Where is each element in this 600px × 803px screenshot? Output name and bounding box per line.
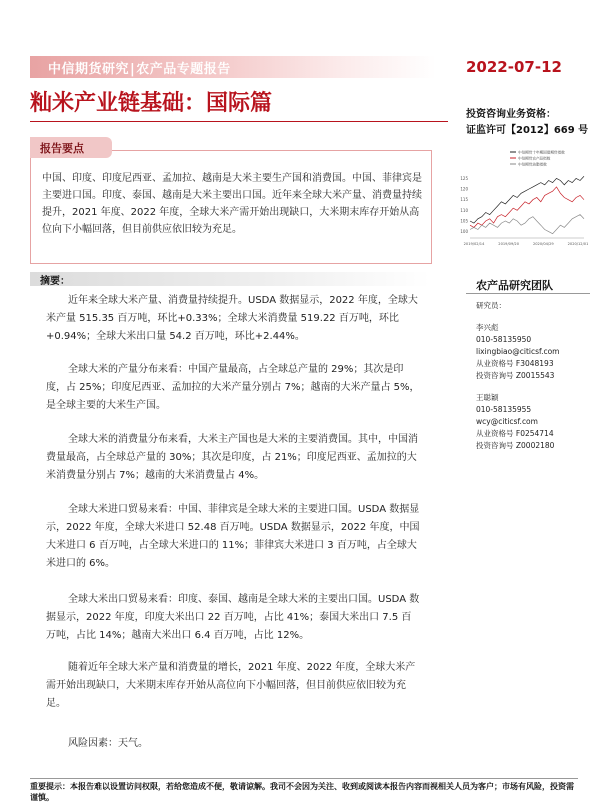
summary-label: 摘要： [40, 276, 70, 287]
y-tick-label: 100 [460, 229, 468, 235]
legend-entry: 中信期货十年期国债期货指数 [518, 150, 565, 155]
member-license: 投资咨询号 Z0002180 [476, 441, 555, 450]
org-name: 中信期货研究 [48, 62, 130, 77]
y-tick-label: 110 [460, 207, 468, 213]
summary-paragraph-5: 全球大米出口贸易来看：印度、泰国、越南是全球大米的主要出口国。USDA 数据显示，2022 年度，印度大米出口 22 百万吨，占比 41%；泰国大米出口 7.5 百万吨，占比 14%；越南大米出口 6.4 百万吨，占比 12%。 [46, 594, 420, 641]
member-name: 李兴彪 [476, 323, 499, 332]
member-phone: 010-58135950 [476, 335, 532, 344]
y-tick-label: 115 [460, 197, 468, 203]
x-tick-label: 2020/04/29 [532, 242, 554, 246]
page-title: 籼米产业链基础：国际篇 [30, 91, 273, 116]
title-divider [30, 121, 448, 122]
key-points-tab [30, 137, 112, 158]
summary-paragraph-2: 全球大米的产量分布来看：中国产量最高，占全球总产量的 29%；其次是印度，占 25%；印度尼西亚、孟加拉的大米产量分别占 7%；越南的大米产量占 5%，是全球主要的大米生产国。 [46, 364, 420, 411]
summary-bar [30, 272, 430, 286]
y-tick-label: 105 [460, 218, 468, 224]
report-type: 农产品专题报告 [136, 62, 231, 77]
qualification-line-1: 投资咨询业务资格： [466, 109, 556, 120]
index-line-chart [458, 142, 588, 252]
legend-entry: 中信期货油脂指数 [518, 162, 547, 167]
summary-paragraph-3: 全球大米的消费量分布来看，大米主产国也是大米的主要消费国。其中，中国消费量最高，占全球总产量的 30%；其次是印度，占 21%；印度尼西亚、孟加拉的大米消费量分别占 7%；越南的大米消费量占 4%。 [46, 434, 418, 481]
header-banner-text [48, 58, 231, 77]
report-date: 2022-07-12 [466, 58, 562, 76]
chart-svg [458, 142, 588, 252]
header-separator: | [130, 62, 136, 77]
series-line [470, 215, 584, 234]
x-tick-label: 2019/09/20 [498, 242, 520, 246]
key-points-label: 报告要点 [40, 142, 84, 155]
footer-disclaimer: 重要提示：本报告难以设置访问权限，若给您造成不便，敬请谅解。我司不会因为关注、收到或阅读本报告内容而视相关人员为客户；市场有风险，投资需谨慎。 [30, 782, 574, 802]
member-license: 投资咨询号 Z0015543 [476, 371, 555, 380]
team-divider [466, 293, 590, 294]
qualification [466, 107, 588, 139]
member-license: 从业资格号 F0254714 [476, 429, 554, 438]
footer-divider [30, 778, 578, 779]
researchers-label: 研究员： [476, 301, 506, 310]
team-member [476, 322, 560, 382]
member-name: 王聪颖 [476, 393, 499, 402]
x-tick-label: 2020/12/01 [567, 242, 588, 246]
team-title: 农产品研究团队 [476, 279, 553, 292]
series-line [470, 176, 584, 223]
key-points-text: 中国、印度、印度尼西亚、孟加拉、越南是大米主要生产国和消费国。中国、菲律宾是主要进口国。印度、泰国、越南是大米主要出口国。近年来全球大米产量、消费量持续提升，2021 年度、2022 年度，全球大米产需开始出现缺口，大米期末库存开始从高位向下小幅回落，但目前供应依旧较为充足。 [42, 173, 422, 235]
member-license: 从业资格号 F3048193 [476, 359, 554, 368]
summary-paragraph-risk: 风险因素：天气。 [68, 738, 148, 749]
legend-entry: 中信期货农产品指数 [518, 156, 551, 161]
summary-paragraph-4: 全球大米进口贸易来看：中国、菲律宾是全球大米的主要进口国。USDA 数据显示，2022 年度，全球大米进口 52.48 百万吨。USDA 数据显示，2022 年度，中国大米进口 6 百万吨，占全球大米进口的 11%；菲律宾大米进口 3 百万吨，占全球大米进口的 6%。 [46, 504, 420, 569]
summary-paragraph-6: 随着近年全球大米产量和消费量的增长，2021 年度、2022 年度，全球大米产需开始出现缺口，大米期末库存开始从高位向下小幅回落，但目前供应依旧较为充足。 [46, 662, 416, 709]
y-tick-label: 120 [460, 186, 468, 192]
y-tick-label: 125 [460, 175, 468, 181]
qualification-line-2: 证监许可【2012】669 号 [466, 125, 589, 136]
team-member [476, 392, 560, 452]
summary-paragraph-1: 近年来全球大米产量、消费量持续提升。USDA 数据显示，2022 年度，全球大米产量 515.35 百万吨，环比+0.33%；全球大米消费量 519.22 百万吨，环比+0.94%；全球大米出口量 54.2 百万吨，环比+2.44%。 [46, 295, 418, 342]
member-phone: 010-58135955 [476, 405, 532, 414]
member-email[interactable]: lixingbiao@citicsf.com [476, 347, 560, 356]
x-tick-label: 2019/02/14 [463, 242, 485, 246]
member-email[interactable]: wcy@citicsf.com [476, 417, 538, 426]
team-info [476, 300, 560, 462]
